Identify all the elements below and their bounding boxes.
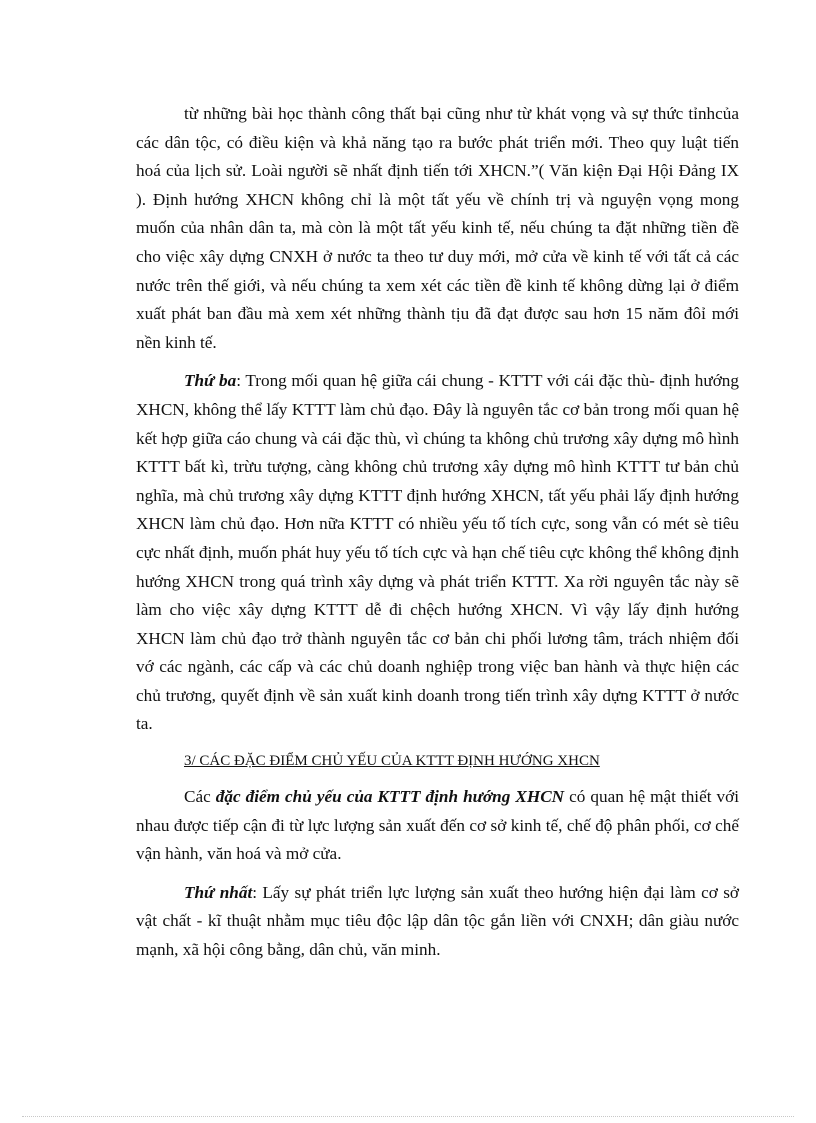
paragraph-3-emphasis: đặc điểm chủ yếu của KTTT định hướng XHCN (215, 787, 565, 807)
paragraph-3-before: Các (184, 787, 216, 807)
paragraph-thu-ba (136, 367, 739, 739)
paragraph-continuation (136, 100, 739, 357)
paragraph-4-lead: Thứ nhất (184, 882, 253, 902)
paragraph-thu-nhat (136, 879, 739, 965)
paragraph-1-text: từ những bài học thành công thất bại cũng như từ khát vọng và sự thức tỉnhcủa các dân tộc, có điều kiện và khả năng tạo ra bước phát triển mới. Theo quy luật tiến hoá của lịch sử. Loài người sẽ nhất định tiến tới XHCN.”( Văn kiện Đại Hội Đảng IX ). Định hướng XHCN không chỉ là một tất yếu về chính trị và nguyện vọng mong muốn của nhân dân ta, mà còn là một tất yếu kinh tế, nếu chúng ta đặt những tiền đề cho việc xây dựng CNXH ở nước ta theo tư duy mới, mở cửa về kinh tế với tất cả các nước trên thế giới, và nếu chúng ta xem xét các tiền đề kinh tế không dừng lại ở điểm xuất phát ban đầu mà xem xét những thành tịu đã đạt được sau hơn 15 năm đôỉ mới nền kinh tế. (136, 104, 739, 352)
section-heading: 3/ CÁC ĐẶC ĐIỂM CHỦ YẾU CỦA KTTT ĐỊNH HƯỚNG XHCN (184, 753, 600, 770)
document-body (136, 100, 739, 975)
paragraph-2-lead: Thứ ba (184, 371, 237, 391)
footer-dotted-rule (22, 1116, 794, 1117)
paragraph-3-after: có quan hệ mật thiết với nhau được tiếp cận đi từ lực lượng sản xuất đến cơ sở kinh tế, chế độ phân phối, cơ chế vận hành, văn hoá và mở cửa. (136, 787, 739, 864)
paragraph-cac-dac-diem (136, 783, 739, 869)
paragraph-2-text: : Trong mối quan hệ giữa cái chung - KTTT với cái đặc thù- định hướng XHCN, không thể lấy KTTT làm chủ đạo. Đây là nguyên tắc cơ bản trong mối quan hệ kết hợp giữa cáo chung và cái đặc thù, vì chúng ta không chủ trương xây dựng mô hình KTTT bất kì, trừu tượng, càng không chủ trương xây dựng mô hình KTTT tư bản chủ nghĩa, mà chủ trương xây dựng KTTT định hướng XHCN, tất yếu phải lấy định hướng XHCN làm chủ đạo. Hơn nữa KTTT có nhiều yếu tố tích cực, song vẫn có mét sè tiêu cực nhất định, muốn phát huy yếu tố tích cực và hạn chế tiêu cực không thể không định hướng XHCN trong quá trình xây dựng và phát triển KTTT. Xa rời nguyên tắc này sẽ làm cho việc xây dựng KTTT dễ đi chệch hướng XHCN. Vì vậy lấy định hướng XHCN làm chủ đạo trở thành nguyên tắc cơ bản chi phối lương tâm, trách nhiệm đối vớ các ngành, các cấp và các chủ doanh nghiệp trong việc ban hành và thực hiện các chủ trương, quyết định về sản xuất kinh doanh trong tiến trình xây dựng KTTT ở nước ta. (136, 371, 739, 734)
paragraph-4-text: : Lấy sự phát triển lực lượng sản xuất theo hướng hiện đại làm cơ sở vật chất - kĩ thuật nhằm mục tiêu độc lập dân tộc gắn liền với CNXH; dân giàu nước mạnh, xã hội công bằng, dân chủ, văn minh. (136, 882, 740, 960)
